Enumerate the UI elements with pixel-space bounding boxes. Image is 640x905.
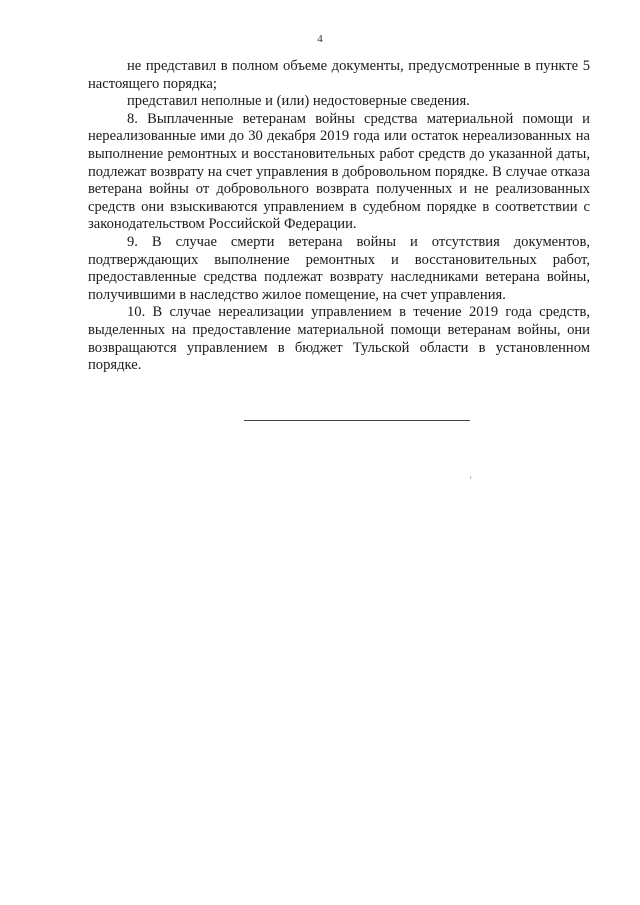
- paragraph-item-incomplete-info: представил неполные и (или) недостоверные сведения.: [127, 93, 470, 110]
- paragraph-clause-9: 9. В случае смерти ветерана войны и отсутствия документов, подтверждающих выполнение ремонтных и восстановительных работ, предоставленные средства подлежат возврату наследниками ветерана войны, получившими в наследство жилое помещение, на счет управления.: [88, 233, 590, 303]
- scan-speck: [470, 476, 471, 479]
- paragraph-item-5-incomplete-documents: не представил в полном объеме документы, предусмотренные в пункте 5 настоящего порядка;: [88, 58, 590, 92]
- paragraph-clause-8: 8. Выплаченные ветеранам войны средства материальной помощи и нереализованные ими до 30 декабря 2019 года или остаток нереализованных на выполнение ремонтных и восстановительных работ средств до указанной даты, подлежат возврату на счет управления в добровольном порядке. В случае отказа ветерана войны от добровольного возврата полученных и не реализованных средств они взыскиваются управлением в судебном порядке в соответствии с законодательством Российской Федерации.: [88, 110, 590, 233]
- paragraph-clause-10: 10. В случае нереализации управлением в течение 2019 года средств, выделенных на предоставление материальной помощи ветеранам войны, они возвращаются управлением в бюджет Тульской области в установленном порядке.: [88, 304, 590, 374]
- document-body: [88, 58, 590, 375]
- page-number: 4: [317, 33, 323, 45]
- end-divider-line: [244, 420, 470, 421]
